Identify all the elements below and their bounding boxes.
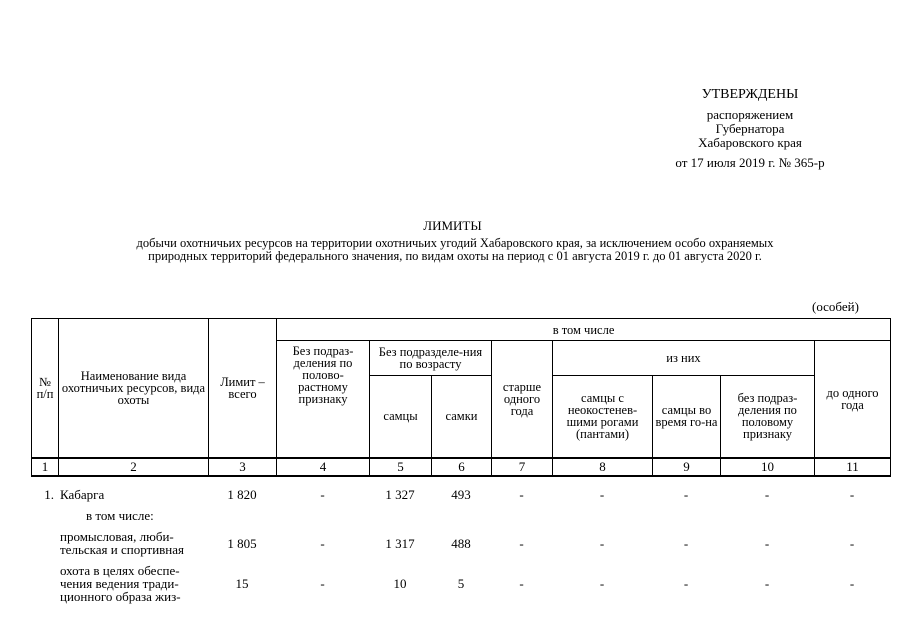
col-number: 7 (492, 458, 553, 476)
row-cell: - (599, 486, 605, 502)
document-subtitle (40, 237, 870, 263)
col-number: 4 (277, 458, 370, 476)
table-row (31, 483, 890, 505)
col-number: 9 (653, 458, 721, 476)
row-cell: - (764, 575, 770, 591)
row-num (31, 525, 58, 561)
table-row (31, 561, 890, 605)
approval-line: распоряжением (706, 107, 794, 122)
row-cell: 5 (457, 575, 465, 591)
row-cell: - (764, 486, 770, 502)
row-num (31, 561, 58, 605)
table-row (31, 525, 890, 561)
row-num (31, 505, 58, 525)
row-cell: - (683, 575, 689, 591)
row-cell: - (320, 486, 325, 502)
row-cell: - (764, 535, 770, 551)
col-number: 3 (209, 458, 277, 476)
row-cell: - (683, 535, 689, 551)
row-cell: - (849, 486, 855, 502)
row-cell: 488 (451, 535, 471, 551)
row-name: Кабарга (60, 486, 105, 502)
header-num: № п/п (32, 319, 59, 458)
row-limit: 1 820 (227, 486, 257, 502)
limits-table-body (31, 483, 890, 605)
subtitle-line: добычи охотничьих ресурсов на территории охотничьих угодий Хабаровского края, за исключением особо охраняемых (136, 236, 774, 250)
approval-date: от 17 июля 2019 г. № 365-р (675, 155, 825, 170)
row-cell: - (849, 575, 855, 591)
header-antlers: самцы с неокостенев-шими рогами (пантами) (553, 376, 653, 458)
header-of-them: из них (553, 341, 815, 376)
col-number: 6 (432, 458, 492, 476)
row-cell: - (599, 575, 605, 591)
row-cell: - (599, 535, 605, 551)
col-number: 8 (553, 458, 653, 476)
header-no-sex: Без подраз-деления по полово-растному признаку (277, 341, 370, 458)
col-number: 11 (815, 458, 891, 476)
col-number: 2 (59, 458, 209, 476)
col-number: 5 (370, 458, 432, 476)
limits-table-header (31, 318, 891, 477)
table-row (31, 505, 890, 525)
approval-heading: УТВЕРЖДЕНЫ (701, 87, 799, 102)
row-cell: - (320, 535, 325, 551)
row-cell: - (683, 486, 689, 502)
row-cell: 493 (451, 486, 471, 502)
header-rut: самцы во время го-на (653, 376, 721, 458)
row-cell: - (519, 486, 524, 502)
row-limit: 1 805 (227, 535, 257, 551)
approval-line: Губернатора (715, 121, 785, 136)
row-name: охота в целях обеспе-чения ведения тради-ционного образа жиз- (60, 562, 181, 604)
row-name: промысловая, люби-тельская и спортивная (60, 529, 185, 557)
row-cell: 1 317 (385, 535, 415, 551)
header-no-sex2: без подраз-деления по половому признаку (721, 376, 815, 458)
header-by-age: Без подразделе-ния по возрасту (370, 341, 492, 376)
col-number: 10 (721, 458, 815, 476)
header-limit: Лимит – всего (209, 319, 277, 458)
header-under: до одного года (815, 341, 891, 458)
header-males: самцы (370, 376, 432, 458)
row-num: 1. (44, 486, 54, 502)
row-cell: 10 (393, 575, 407, 591)
row-cell: - (519, 575, 524, 591)
row-name: в том числе: (86, 507, 154, 523)
document-title: ЛИМИТЫ (423, 218, 482, 233)
row-cell: 1 327 (385, 486, 415, 502)
row-cell: - (519, 535, 524, 551)
row-cell: - (320, 575, 325, 591)
header-females: самки (432, 376, 492, 458)
approval-stamp (640, 88, 860, 170)
approval-line: Хабаровского края (698, 135, 802, 150)
units-label: (особей) (812, 299, 859, 314)
header-name: Наименование вида охотничьих ресурсов, вида охоты (59, 319, 209, 458)
subtitle-line: природных территорий федерального значения, по видам охоты на период с 01 августа 2019 г. до 01 августа 2020 г. (148, 249, 762, 263)
row-cell: - (849, 535, 855, 551)
header-older: старше одного года (492, 341, 553, 458)
row-limit: 15 (235, 575, 249, 591)
col-number: 1 (32, 458, 59, 476)
header-including: в том числе (277, 319, 891, 341)
